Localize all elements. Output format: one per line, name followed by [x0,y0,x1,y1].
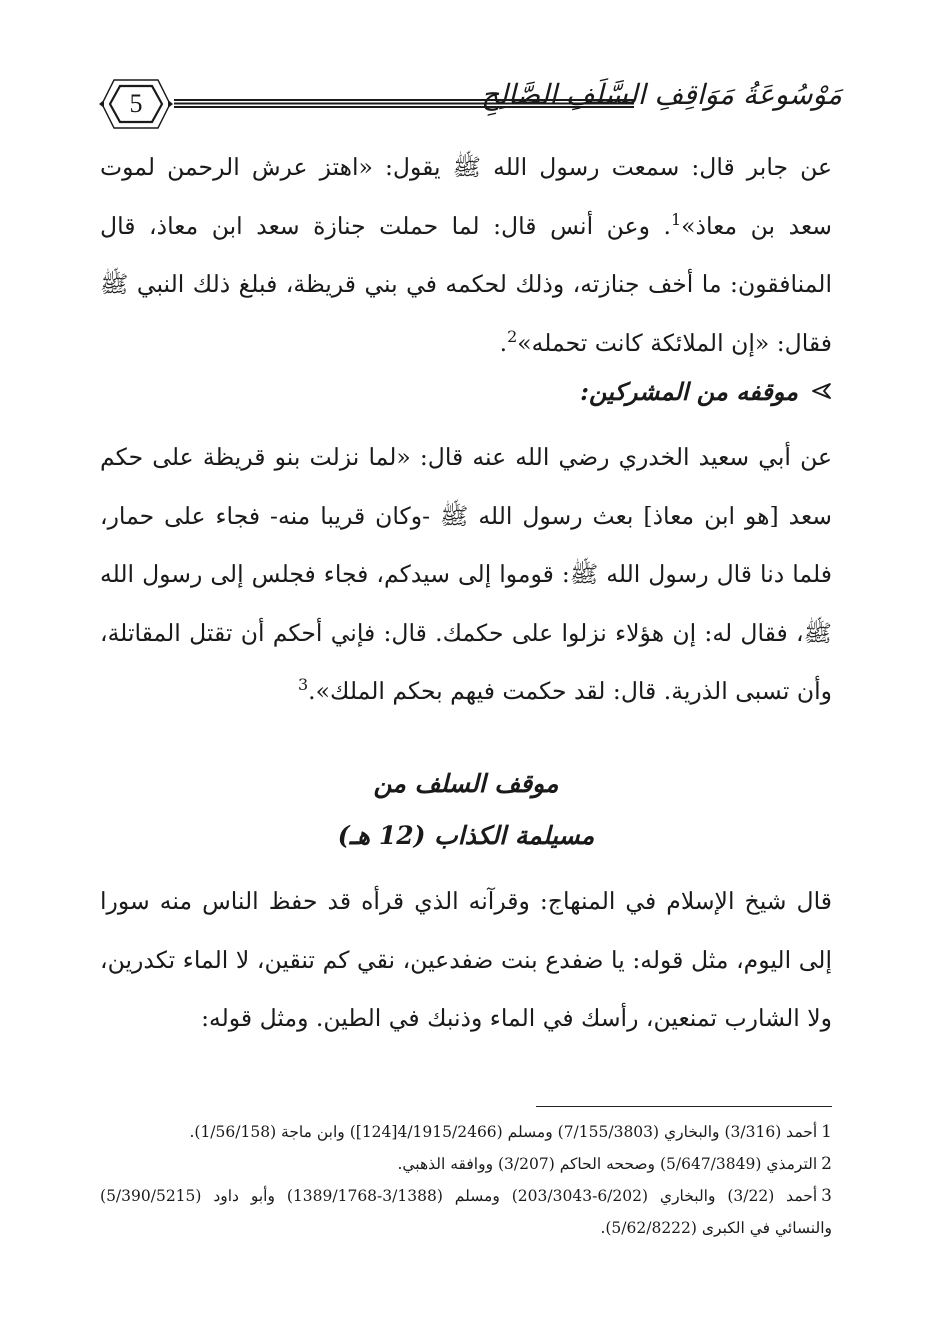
chapter-heading [100,758,832,862]
paragraph-text [100,138,832,372]
footnote-separator [536,1106,832,1107]
paragraph-text-part: عن جابر قال: سمعت رسول الله ﷺ يقول: «اهتز عرش الرحمن لموت سعد بن معاذ» [100,153,832,240]
footnote-number: 2 [821,1154,832,1174]
paragraph-text [100,428,832,721]
paragraph-3 [100,872,832,1048]
section-heading-text: موقفه من المشركين: [580,377,798,406]
paragraph-2 [100,428,832,721]
footnote-1 [100,1116,832,1148]
chapter-heading-line-2: مسيلمة الكذاب (12 هـ) [337,821,595,850]
section-heading [100,372,832,412]
footnote-text: الترمذي (5/647/3849) وصححه الحاكم (3/207) ووافقه الذهبي. [397,1155,818,1173]
footnote-ref[interactable]: 2 [507,326,518,346]
footnote-ref[interactable]: 3 [297,675,309,695]
paragraph-1 [100,138,832,372]
arrow-left-bullet-icon [810,372,832,412]
footnote-text: أحمد (3/22) والبخاري (6/202-203/3043) ومسلم (3/1388-1389/1768) وأبو داود (5/390/5215) والنسائي في الكبرى (5/62/8222). [100,1187,832,1237]
footnote-number: 1 [821,1122,832,1142]
chapter-heading-line-1: موقف السلف من [373,769,559,798]
paragraph-text-part: عن أبي سعيد الخدري رضي الله عنه قال: «لما نزلت بنو قريظة على حكم سعد [هو ابن معاذ] بعث رسول الله ﷺ -وكان قريبا منه- فجاء على حمار، فلما دنا قال رسول الله ﷺ: قوموا إلى سيدكم، فجاء فجلس إلى رسول الله ﷺ، فقال له: إن هؤلاء نزلوا على حكمك. قال: فإني أحكم أن تقتل المقاتلة، وأن تسبى الذرية. قال: لقد حكمت فيهم بحكم الملك». [100,443,832,705]
footnote-ref[interactable]: 1 [670,209,682,229]
footnote-3 [100,1180,832,1244]
footnotes [100,1116,832,1244]
page-number-badge [96,72,176,136]
running-title: مَوْسُوعَةُ مَوَاقِفِ السَّلَفِ الصَّالِحِ [481,78,842,111]
page-header [96,72,842,136]
footnote-text: أحمد (3/316) والبخاري (7/155/3803) ومسلم (4/1915/2466[124]) وابن ماجة (1/56/158). [189,1123,818,1141]
paragraph-end: . [499,328,508,357]
paragraph-text: قال شيخ الإسلام في المنهاج: وقرآنه الذي قرأه قد حفظ الناس منه سورا إلى اليوم، مثل قوله: يا ضفدع بنت ضفدعين، نقي كم تنقين، لا الماء تكدرين، ولا الشارب تمنعين، رأسك في الماء وذنبك في الطين. ومثل قوله: [100,887,832,1032]
footnote-2 [100,1148,832,1180]
page-number: 5 [129,89,143,118]
paragraph-text-part: . وعن أنس قال: لما حملت جنازة سعد ابن معاذ، قال المنافقون: ما أخف جنازته، وذلك لحكمه في بني قريظة، فبلغ ذلك النبي ﷺ فقال: «إن الملائكة كانت تحمله» [100,211,832,357]
footnote-number: 3 [821,1186,832,1206]
